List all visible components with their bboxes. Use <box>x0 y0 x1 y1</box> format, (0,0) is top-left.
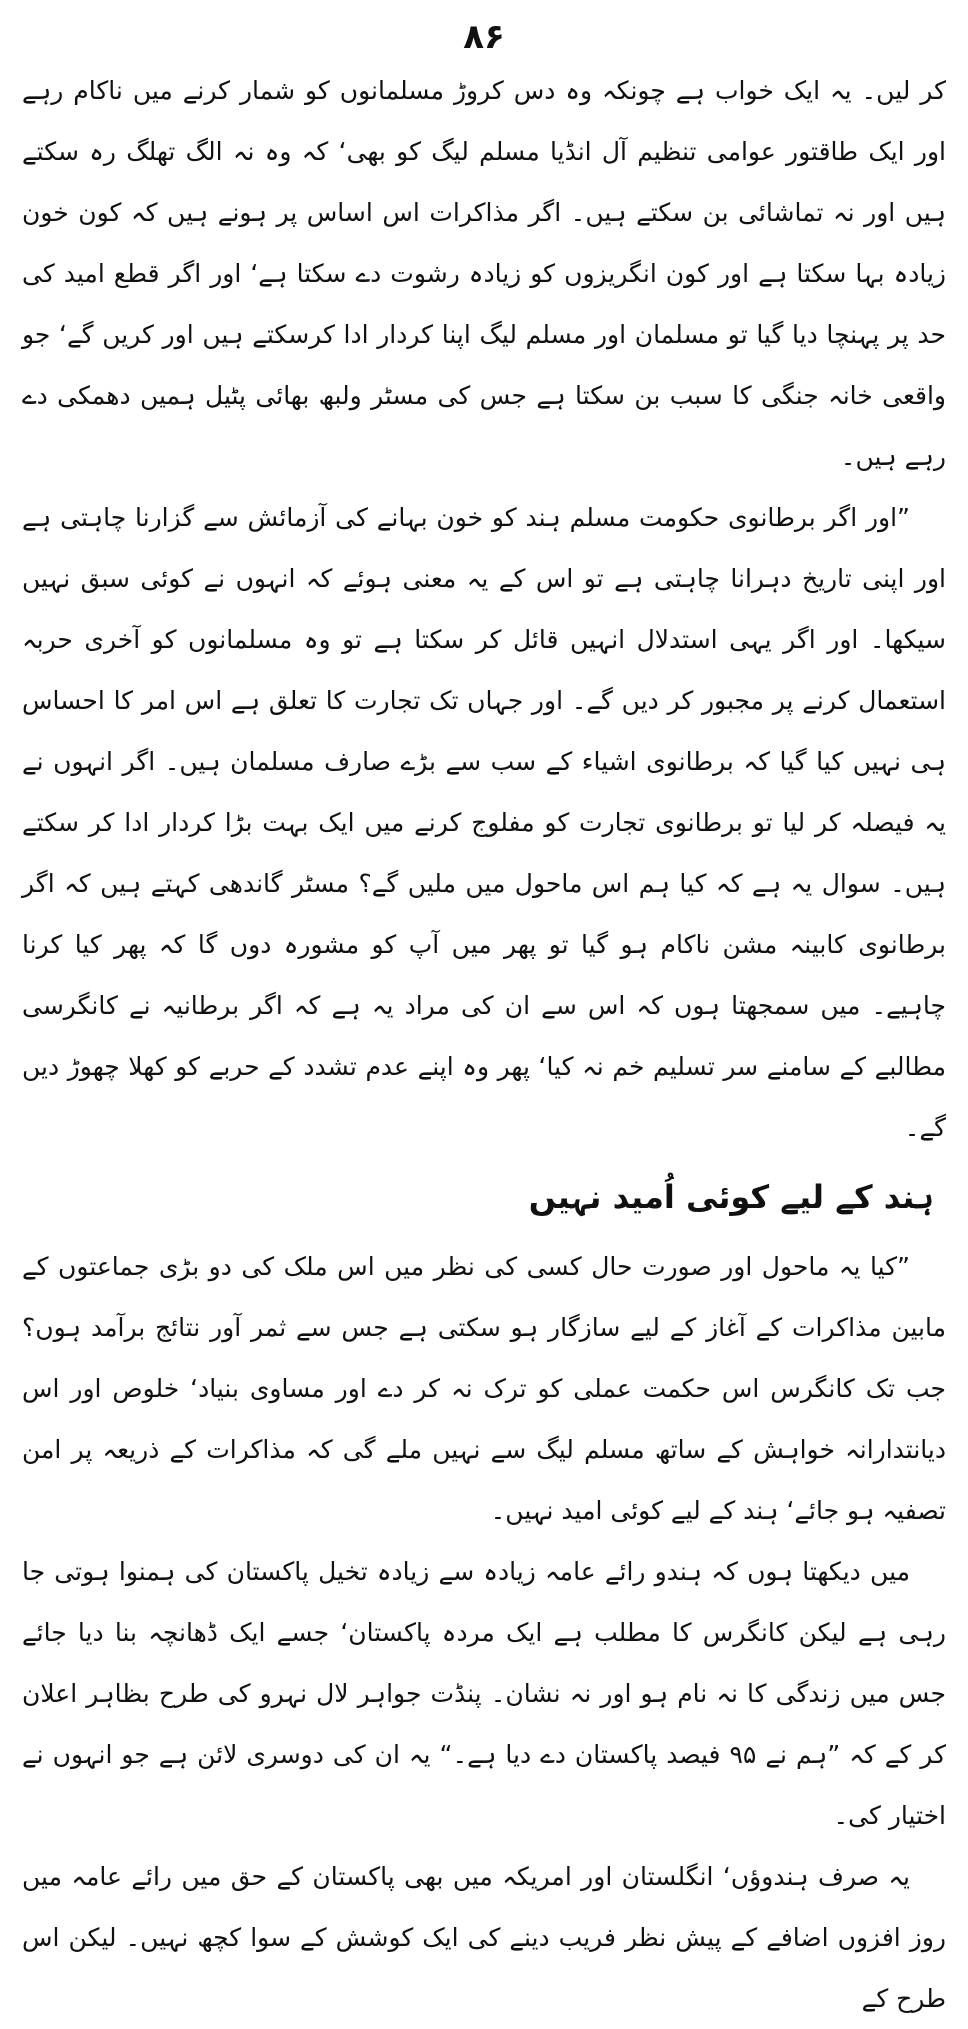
paragraph-3: ”کیا یہ ماحول اور صورت حال کسی کی نظر میں اس ملک کی دو بڑی جماعتوں کے مابین مذاکرات کے آغاز کے لیے سازگار ہو سکتی ہے جس سے ثمر آور نتائج برآمد ہوں؟ جب تک کانگرس اس حکمت عملی کو ترک نہ کر دے اور مساوی بنیاد‘ خلوص اور اس دیانتدارانہ خواہش کے ساتھ مسلم لیگ سے نہیں ملے گی کہ مذاکرات کے ذریعہ پر امن تصفیہ ہو جائے‘ ہند کے لیے کوئی امید نہیں۔ <box>22 1252 946 1525</box>
paragraph-5: یہ صرف ہندوؤں‘ انگلستان اور امریکہ میں بھی پاکستان کے حق میں رائے عامہ میں روز افزوں اضافے کے پیش نظر فریب دینے کی ایک کوشش کے سوا کچھ نہیں۔ لیکن اس طرح کے <box>22 1862 946 2013</box>
page-number: ۸۶ <box>463 17 505 57</box>
paragraph-4: میں دیکھتا ہوں کہ ہندو رائے عامہ زیادہ سے زیادہ تخیل پاکستان کی ہمنوا ہوتی جا رہی ہے لیکن کانگرس کا مطلب ہے ایک مردہ پاکستان‘ جسے ایک ڈھانچہ بنا دیا جائے جس میں زندگی کا نہ نام ہو اور نہ نشان۔ پنڈت جواہر لال نہرو کی طرح بظاہر اعلان کر کے کہ ”ہم نے ۹۵ فیصد پاکستان دے دیا ہے۔“ یہ ان کی دوسری لائن ہے جو انہوں نے اختیار کی۔ <box>22 1557 947 1830</box>
paragraph-1: کر لیں۔ یہ ایک خواب ہے چونکہ وہ دس کروڑ مسلمانوں کو شمار کرنے میں ناکام رہے اور ایک طاقتور عوامی تنظیم آل انڈیا مسلم لیگ کو بھی‘ کہ وہ نہ الگ تھلگ رہ سکتے ہیں اور نہ تماشائی بن سکتے ہیں۔ اگر مذاکرات اس اساس پر ہونے ہیں کہ کون خون زیادہ بہا سکتا ہے اور کون انگریزوں کو زیادہ رشوت دے سکتا ہے‘ اور اگر قطع امید کی حد پر پہنچا دیا گیا تو مسلمان اور مسلم لیگ اپنا کردار ادا کرسکتے ہیں اور کریں گے‘ جو واقعی خانہ جنگی کا سبب بن سکتا ہے جس کی مسٹر ولبھ بھائی پٹیل ہمیں دھمکی دے رہے ہیں۔ <box>22 76 946 471</box>
section-heading: ہند کے لیے کوئی اُمید نہیں <box>528 1178 934 1216</box>
paragraph-2: ”اور اگر برطانوی حکومت مسلم ہند کو خون بہانے کی آزمائش سے گزارنا چاہتی ہے اور اپنی تاریخ دہرانا چاہتی ہے تو اس کے یہ معنی ہوئے کہ انہوں نے کوئی سبق نہیں سیکھا۔ اور اگر یہی استدلال انہیں قائل کر سکتا ہے تو وہ مسلمانوں کو آخری حربہ استعمال کرنے پر مجبور کر دیں گے۔ اور جہاں تک تجارت کا تعلق ہے اس امر کا احساس ہی نہیں کیا گیا کہ برطانوی اشیاء کے سب سے بڑے صارف مسلمان ہیں۔ اگر انہوں نے یہ فیصلہ کر لیا تو برطانوی تجارت کو مفلوج کرنے میں ایک بہت بڑا کردار ادا کر سکتے ہیں۔ سوال یہ ہے کہ کیا ہم اس ماحول میں ملیں گے؟ مسٹر گاندھی کہتے ہیں کہ اگر برطانوی کابینہ مشن ناکام ہو گیا تو پھر میں آپ کو مشورہ دوں گا کہ پھر کیا کرنا چاہیے۔ میں سمجھتا ہوں کہ اس سے ان کی مراد یہ ہے کہ اگر برطانیہ نے کانگرسی مطالبے کے سامنے سر تسلیم خم نہ کیا‘ پھر وہ اپنے عدم تشدد کے حربے کو کھلا چھوڑ دیں گے۔ <box>22 503 946 1142</box>
